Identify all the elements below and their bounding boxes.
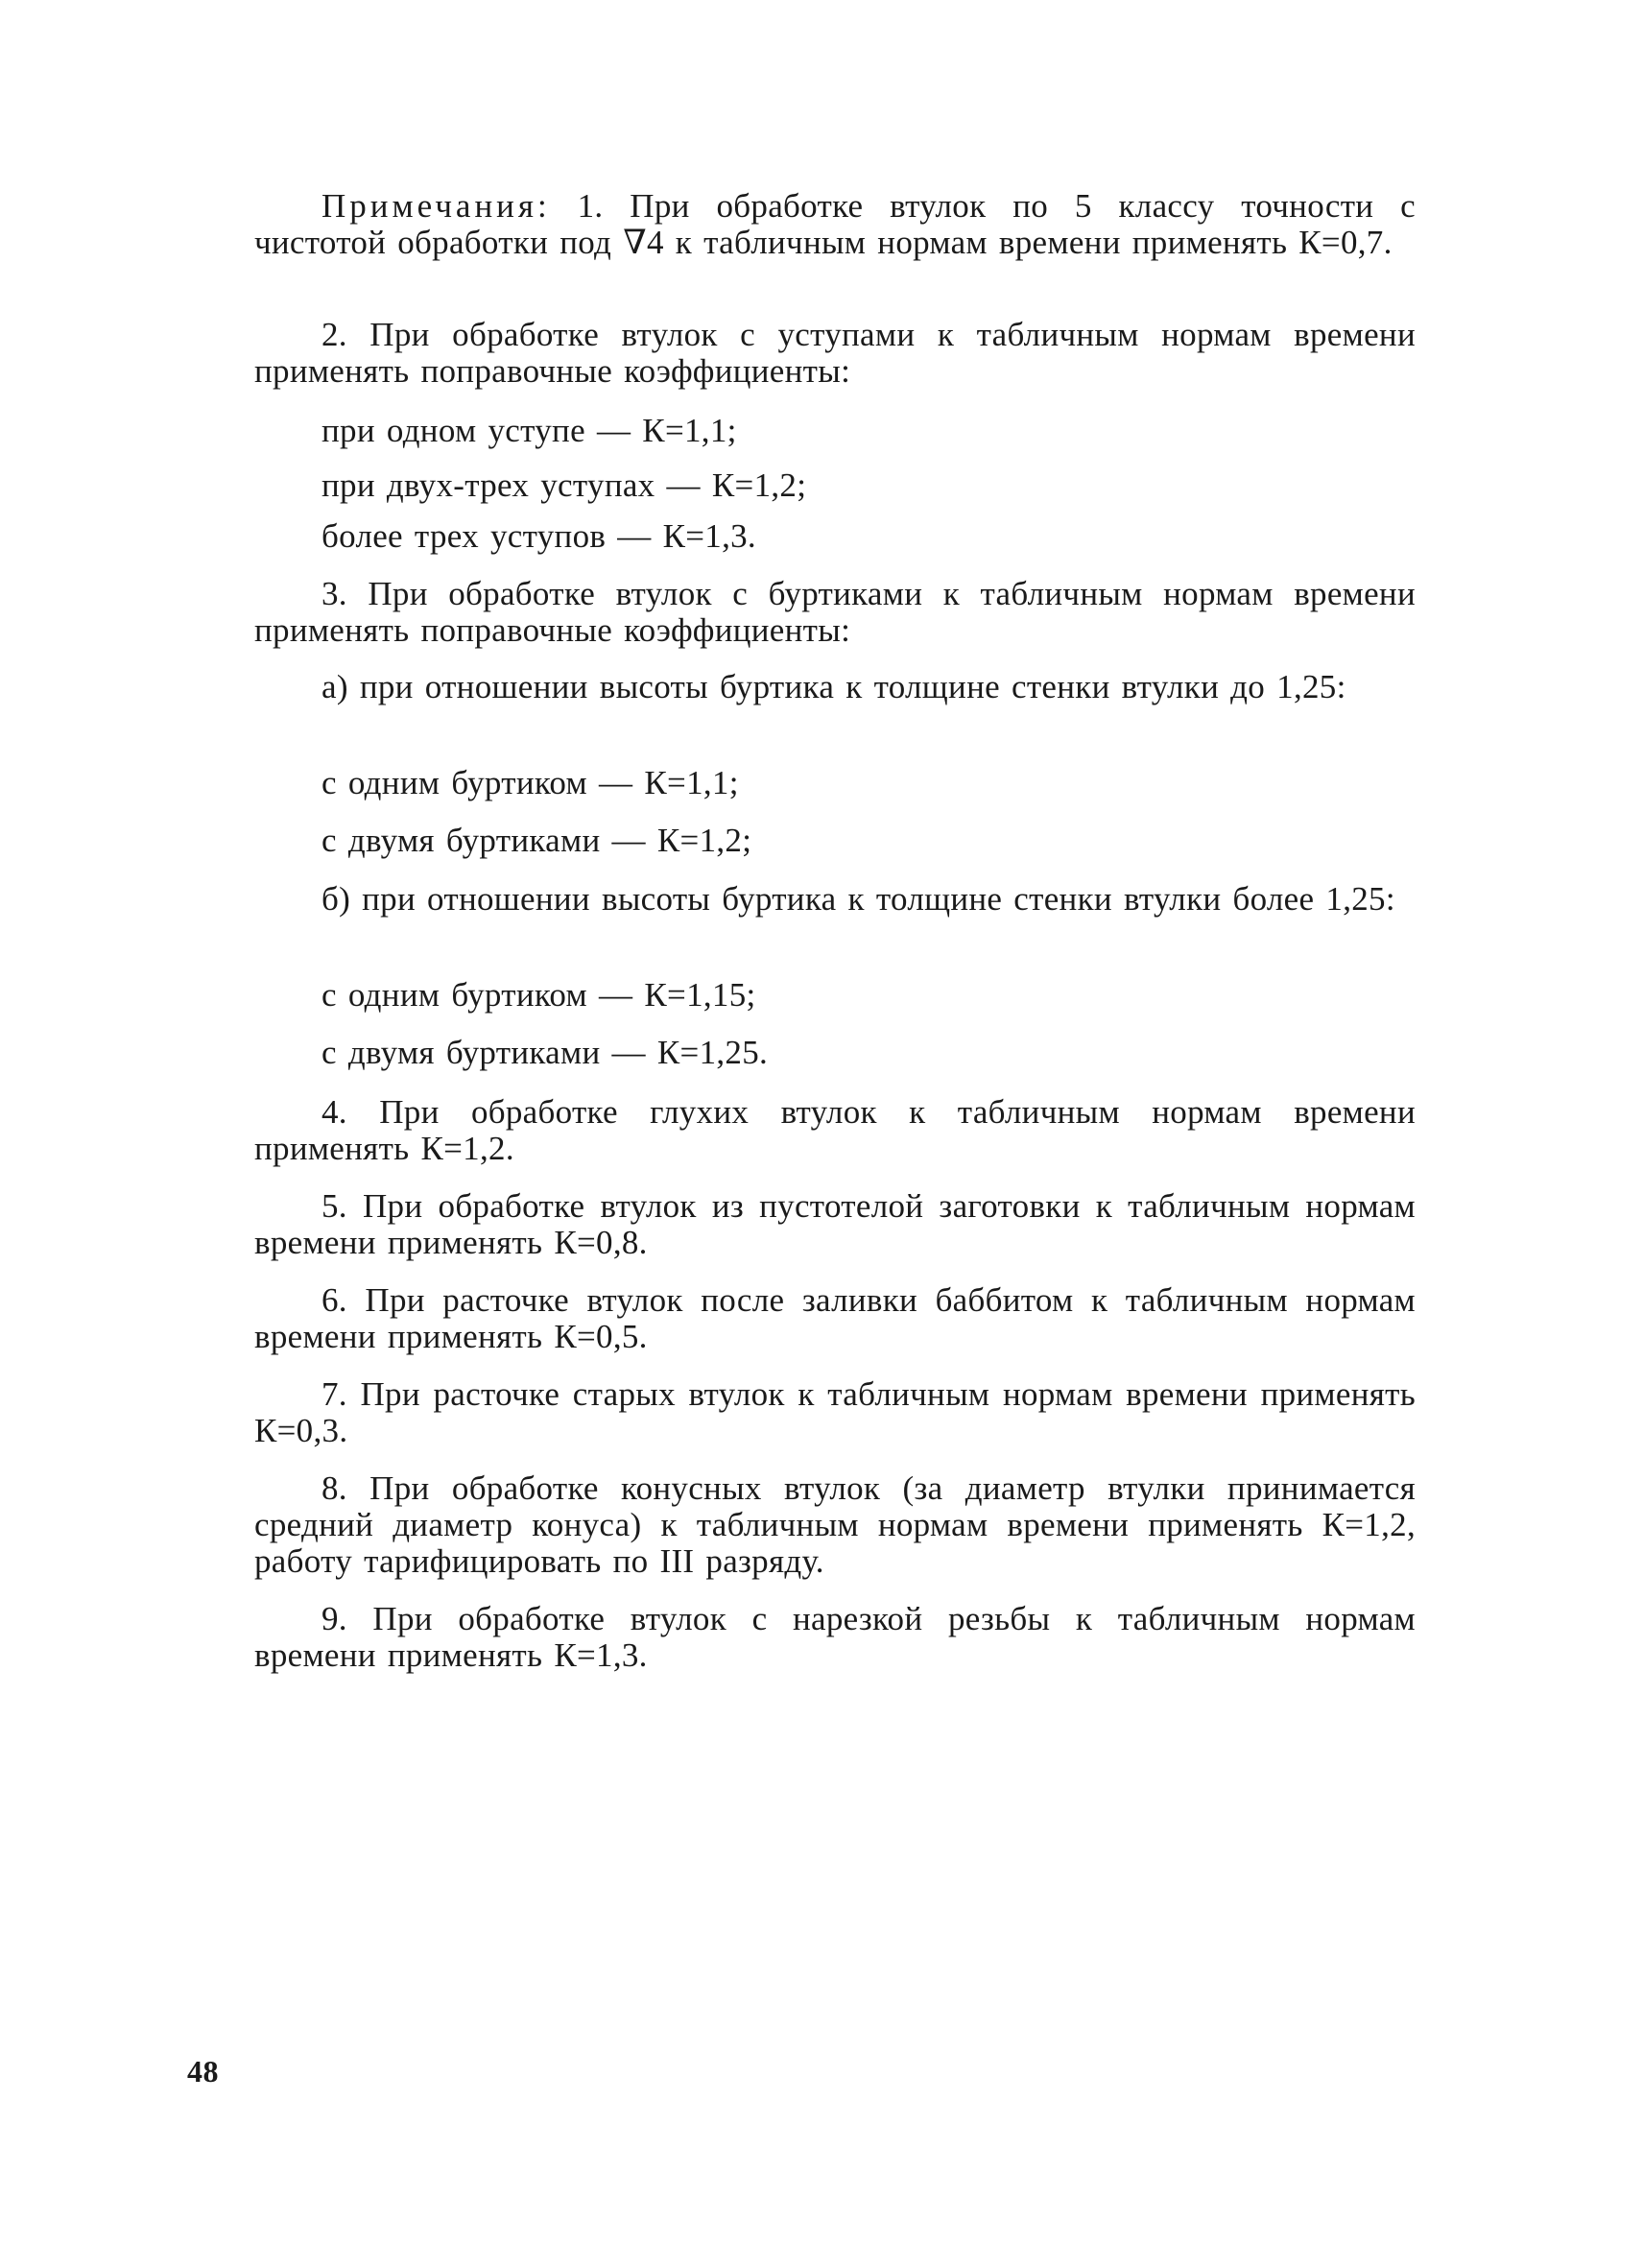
page-number: 48 [187,2054,219,2089]
note-3b-item: с одним буртиком — К=1,15; [321,976,756,1014]
note-3 [254,576,1416,649]
note-3b-text: б) при отношении высоты буртика к толщине стенки втулки более 1,25: [321,880,1395,918]
note-3a [254,669,1416,705]
note-2-text: 2. При обработке втулок с уступами к табличным нормам времени применять поправочные коэффициенты: [254,316,1416,390]
note-2-item: при одном уступе — К=1,1; [321,412,737,449]
note-8 [254,1470,1416,1580]
note-3a-text: а) при отношении высоты буртика к толщине стенки втулки до 1,25: [321,668,1346,705]
note-9-text: 9. При обработке втулок с нарезкой резьбы к табличным нормам времени применять К=1,3. [254,1600,1416,1674]
note-5 [254,1188,1416,1261]
note-1-text: 1. При обработке втулок по 5 классу точности с чистотой обработки под ∇4 к табличным нормам времени применять К=0,7. [254,187,1416,261]
note-5-text: 5. При обработке втулок из пустотелой заготовки к табличным нормам времени применять К=0,8. [254,1187,1416,1261]
note-3b [254,881,1416,918]
note-3b-item: с двумя буртиками — К=1,25. [321,1034,769,1071]
note-4 [254,1094,1416,1167]
note-2 [254,317,1416,390]
note-6-text: 6. При расточке втулок после заливки баббитом к табличным нормам времени применять К=0,5. [254,1281,1416,1355]
note-3-text: 3. При обработке втулок с буртиками к табличным нормам времени применять поправочные коэффициенты: [254,575,1416,649]
note-2-item: более трех уступов — К=1,3. [321,517,756,555]
note-7 [254,1376,1416,1449]
note-1 [254,188,1416,261]
note-8-text: 8. При обработке конусных втулок (за диаметр втулки принимается средний диаметр конуса) к табличным нормам времени применять К=1,2, работу тарифицировать по III разряду. [254,1469,1416,1580]
note-6 [254,1282,1416,1355]
note-2-item: при двух-трех уступах — К=1,2; [321,466,807,504]
notes-heading: Примечания: [321,187,551,225]
note-3a-item: с одним буртиком — К=1,1; [321,764,739,801]
note-3a-item: с двумя буртиками — К=1,2; [321,822,752,859]
note-9 [254,1601,1416,1674]
note-4-text: 4. При обработке глухих втулок к табличным нормам времени применять К=1,2. [254,1093,1416,1167]
note-7-text: 7. При расточке старых втулок к табличным нормам времени применять К=0,3. [254,1375,1416,1449]
